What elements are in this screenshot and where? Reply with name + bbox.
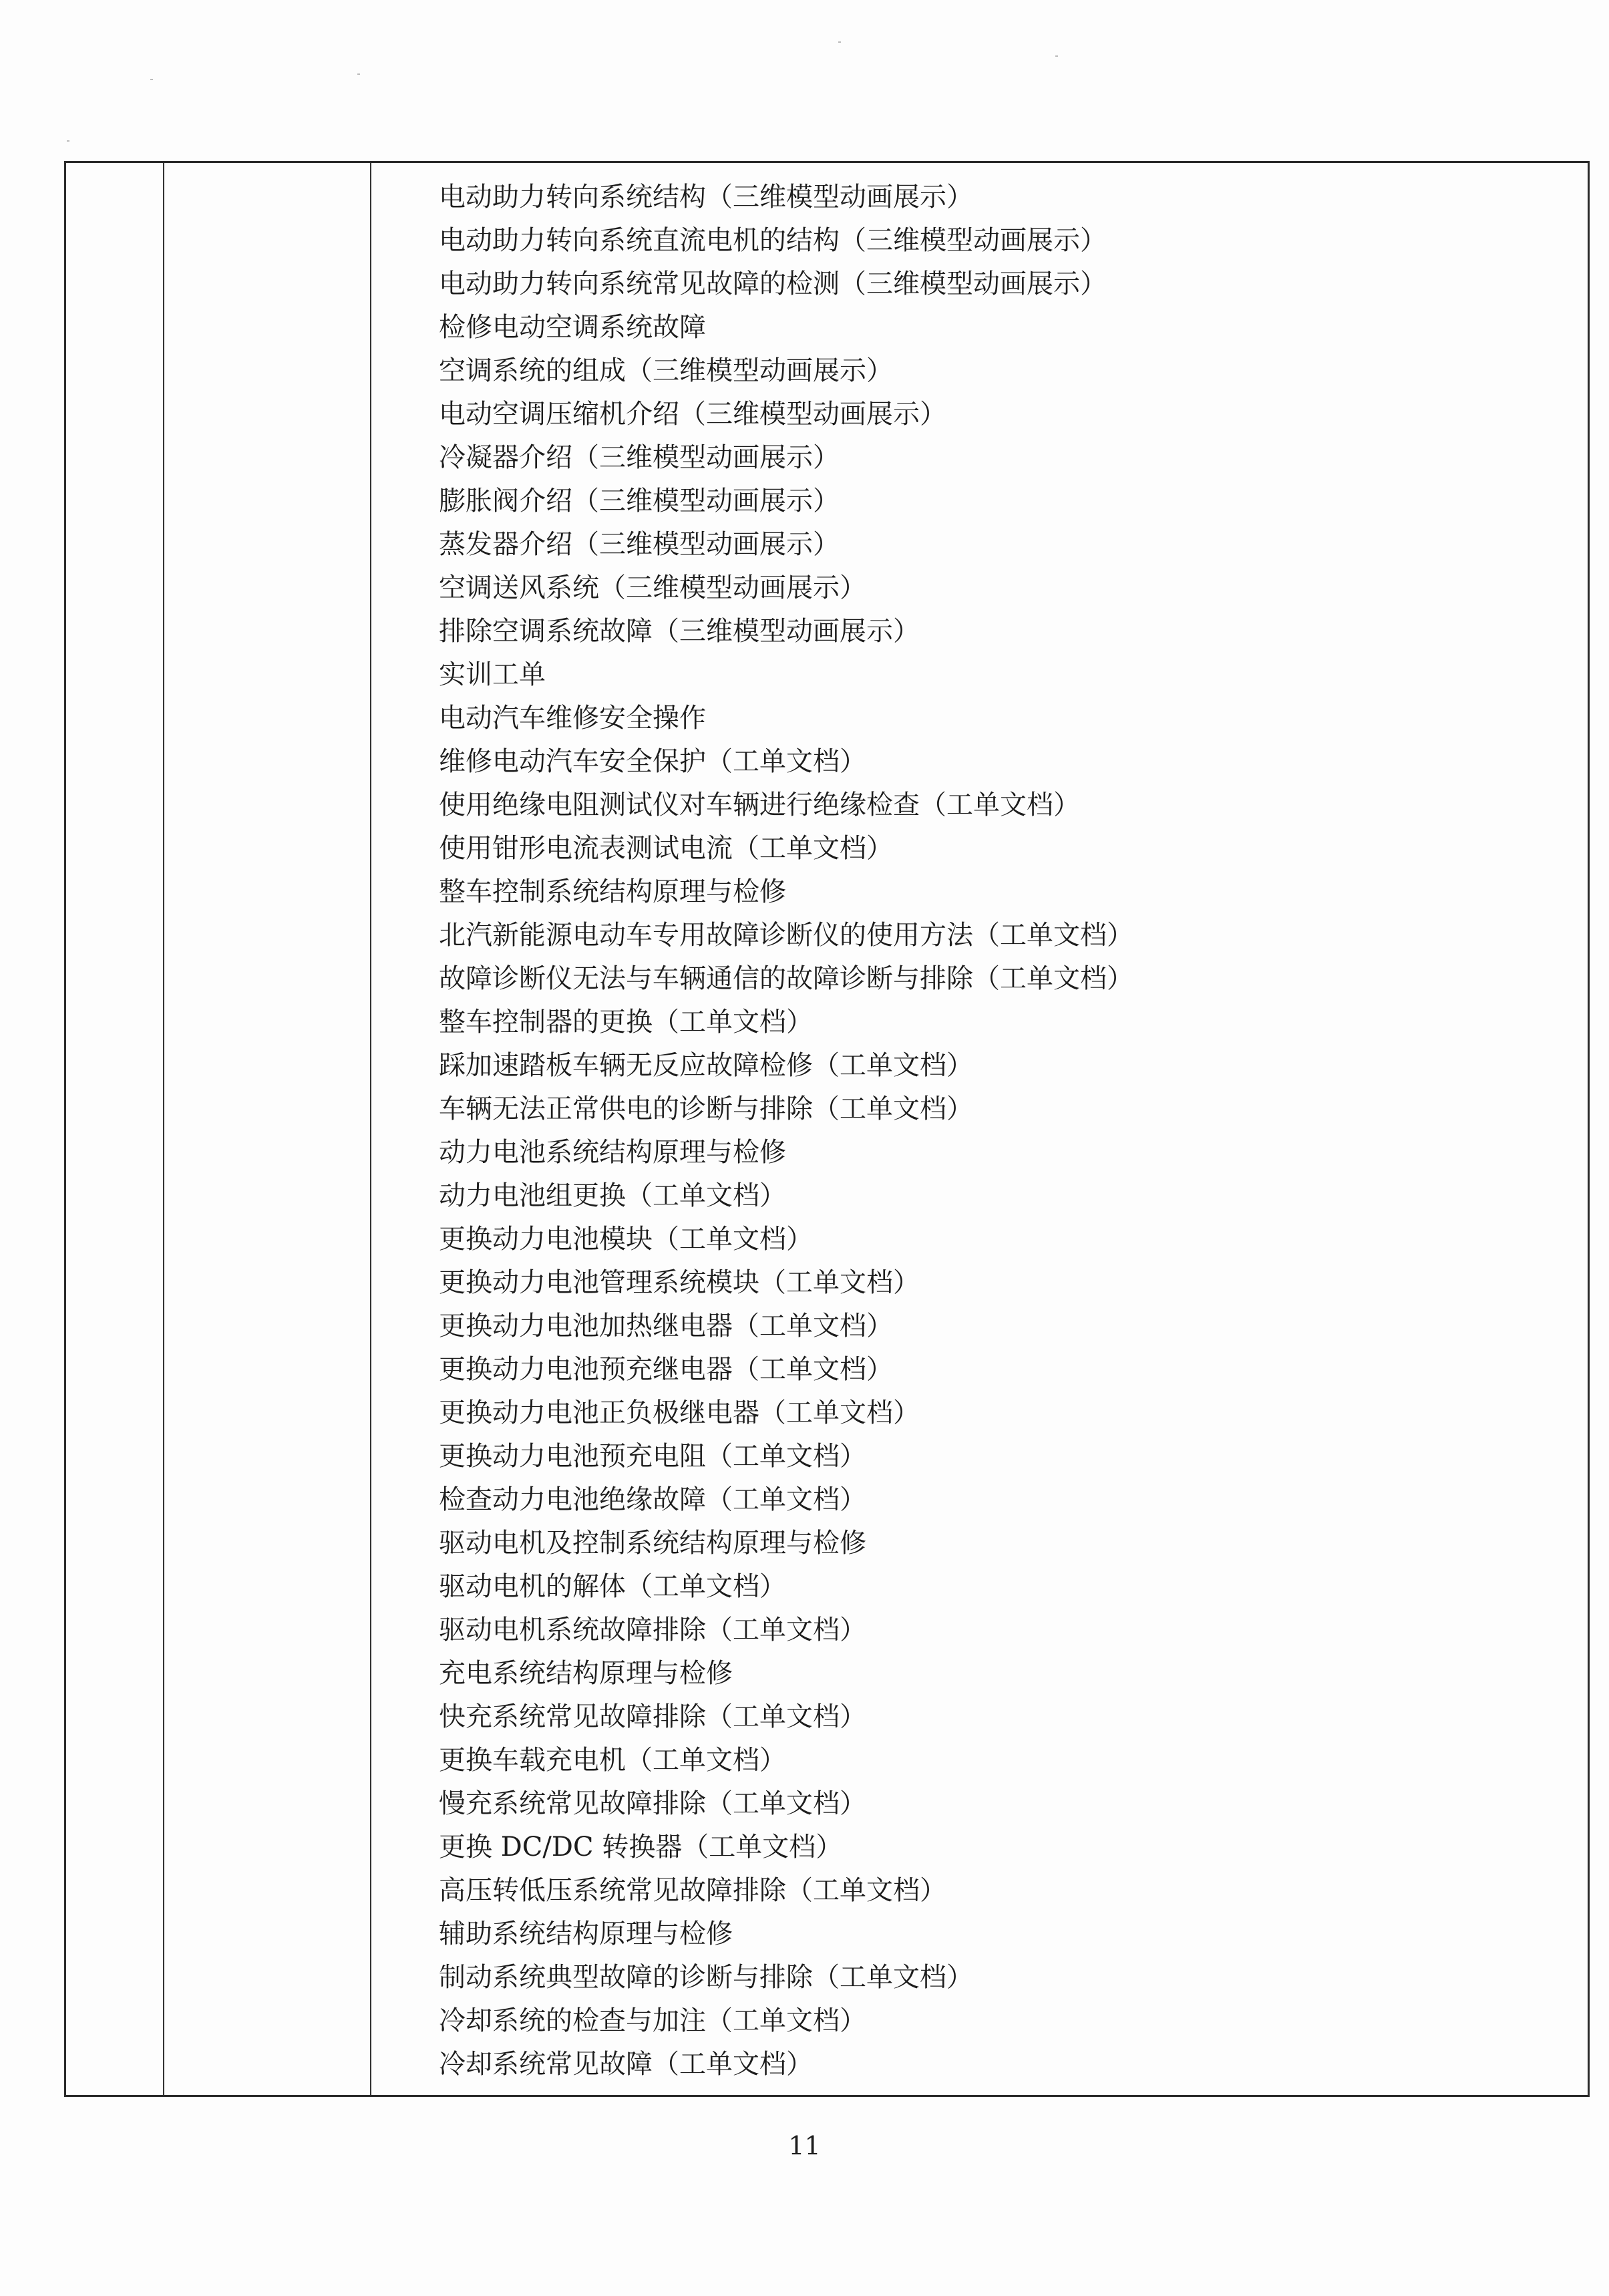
table-row: 膨胀阀介绍（三维模型动画展示） xyxy=(439,486,840,516)
table-row: 冷凝器介绍（三维模型动画展示） xyxy=(439,442,840,473)
column-divider xyxy=(163,163,164,2095)
table-row: 驱动电机的解体（工单文档） xyxy=(439,1571,786,1602)
table-row: 制动系统典型故障的诊断与排除（工单文档） xyxy=(439,1962,973,1993)
table-row: 更换车载充电机（工单文档） xyxy=(439,1745,786,1776)
table-row: 更换 DC/DC 转换器（工单文档） xyxy=(439,1832,843,1862)
table-row: 更换动力电池正负极继电器（工单文档） xyxy=(439,1398,920,1428)
table-row: 电动助力转向系统直流电机的结构（三维模型动画展示） xyxy=(439,225,1107,256)
scan-speck xyxy=(67,140,69,142)
table-row: 空调送风系统（三维模型动画展示） xyxy=(439,572,866,603)
table-row: 更换动力电池预充电阻（工单文档） xyxy=(439,1441,866,1472)
column-divider xyxy=(370,163,371,2095)
table-row: 驱动电机系统故障排除（工单文档） xyxy=(439,1615,866,1645)
table-row: 踩加速踏板车辆无反应故障检修（工单文档） xyxy=(439,1050,973,1081)
scan-speck xyxy=(1055,55,1058,57)
table-row: 蒸发器介绍（三维模型动画展示） xyxy=(439,529,840,560)
table-row: 辅助系统结构原理与检修 xyxy=(439,1919,733,1949)
table-row: 更换动力电池预充继电器（工单文档） xyxy=(439,1354,893,1385)
table-row: 更换动力电池加热继电器（工单文档） xyxy=(439,1311,893,1341)
scan-speck xyxy=(357,73,360,75)
table-row: 更换动力电池管理系统模块（工单文档） xyxy=(439,1267,920,1298)
table-row: 动力电池系统结构原理与检修 xyxy=(439,1137,786,1168)
content-table xyxy=(64,161,1590,2097)
table-row: 实训工单 xyxy=(439,659,546,690)
table-row: 动力电池组更换（工单文档） xyxy=(439,1180,786,1211)
table-row: 更换动力电池模块（工单文档） xyxy=(439,1224,813,1255)
table-row: 电动空调压缩机介绍（三维模型动画展示） xyxy=(439,399,946,430)
table-row: 维修电动汽车安全保护（工单文档） xyxy=(439,746,866,777)
table-row: 电动助力转向系统结构（三维模型动画展示） xyxy=(439,182,973,212)
table-row: 高压转低压系统常见故障排除（工单文档） xyxy=(439,1875,946,1906)
table-row: 驱动电机及控制系统结构原理与检修 xyxy=(439,1528,866,1559)
table-row: 快充系统常见故障排除（工单文档） xyxy=(439,1701,866,1732)
scan-speck xyxy=(838,41,841,43)
table-row: 使用绝缘电阻测试仪对车辆进行绝缘检查（工单文档） xyxy=(439,790,1080,820)
table-row: 检修电动空调系统故障 xyxy=(439,312,706,343)
table-row: 车辆无法正常供电的诊断与排除（工单文档） xyxy=(439,1094,973,1124)
table-row: 慢充系统常见故障排除（工单文档） xyxy=(439,1788,866,1819)
table-row: 排除空调系统故障（三维模型动画展示） xyxy=(439,616,920,647)
table-row: 充电系统结构原理与检修 xyxy=(439,1658,733,1689)
page-number: 11 xyxy=(788,2131,821,2160)
table-row: 整车控制系统结构原理与检修 xyxy=(439,876,786,907)
table-row: 电动助力转向系统常见故障的检测（三维模型动画展示） xyxy=(439,269,1107,299)
table-row: 北汽新能源电动车专用故障诊断仪的使用方法（工单文档） xyxy=(439,920,1133,951)
scan-speck xyxy=(150,79,153,80)
table-row: 空调系统的组成（三维模型动画展示） xyxy=(439,355,893,386)
table-row: 检查动力电池绝缘故障（工单文档） xyxy=(439,1484,866,1515)
content-column xyxy=(373,176,1588,2086)
table-row: 使用钳形电流表测试电流（工单文档） xyxy=(439,833,893,864)
table-row: 电动汽车维修安全操作 xyxy=(439,703,706,733)
table-row: 冷却系统的检查与加注（工单文档） xyxy=(439,2005,866,2036)
table-row: 故障诊断仪无法与车辆通信的故障诊断与排除（工单文档） xyxy=(439,963,1133,994)
table-row: 冷却系统常见故障（工单文档） xyxy=(439,2049,813,2080)
table-row: 整车控制器的更换（工单文档） xyxy=(439,1007,813,1037)
